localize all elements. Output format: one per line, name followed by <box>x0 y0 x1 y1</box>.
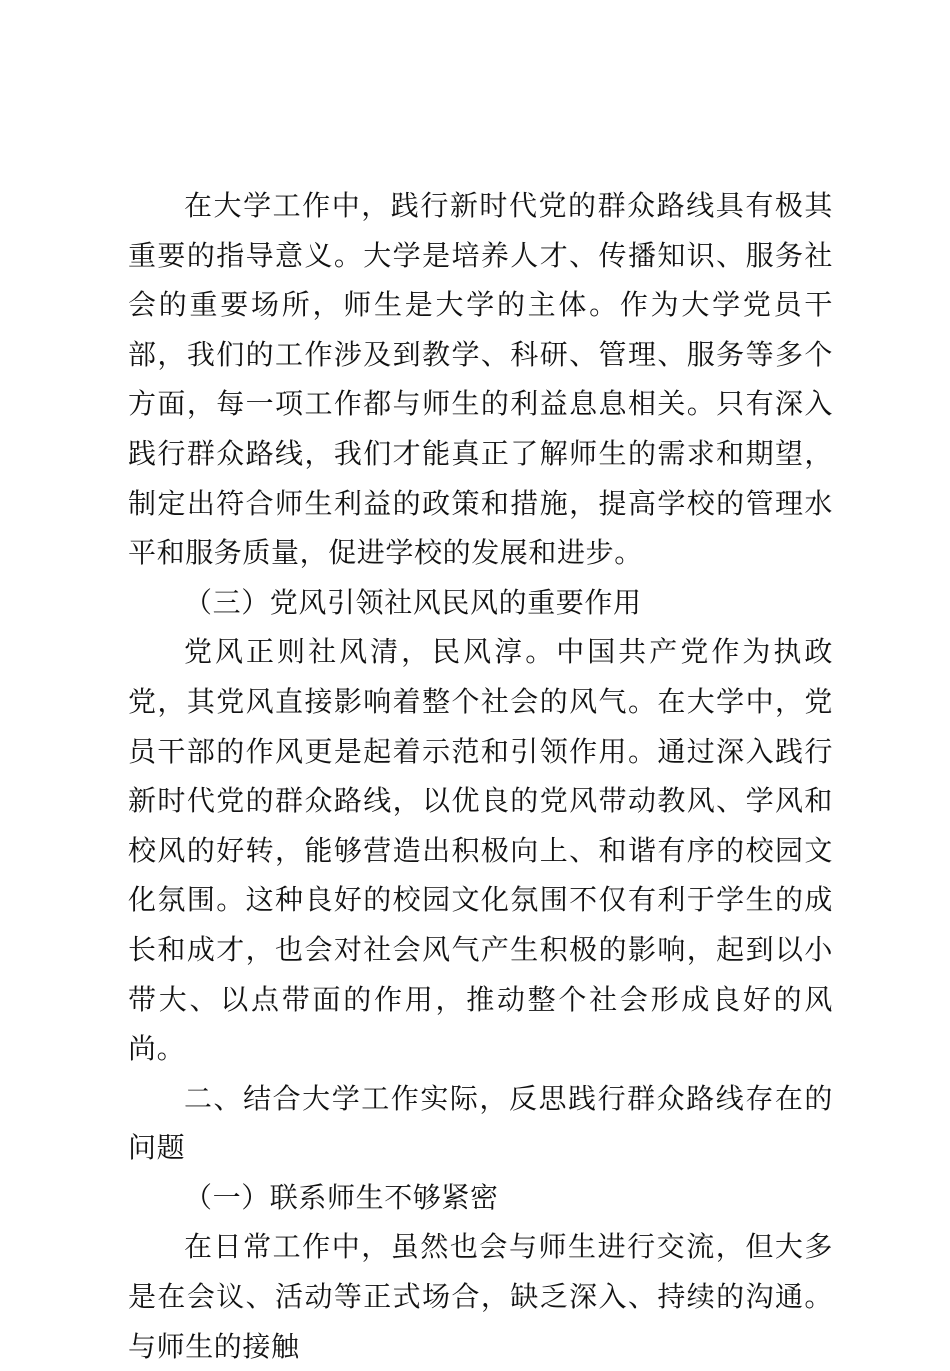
paragraph-significance: 在大学工作中，践行新时代党的群众路线具有极其重要的指导意义。大学是培养人才、传播知识、服务社会的重要场所，师生是大学的主体。作为大学党员干部，我们的工作涉及到教学、科研、管理、服务等多个方面，每一项工作都与师生的利益息息相关。只有深入践行群众路线，我们才能真正了解师生的需求和期望，制定出符合师生利益的政策和措施，提高学校的管理水平和服务质量，促进学校的发展和进步。 <box>128 189 833 570</box>
paragraph-contact: 在日常工作中，虽然也会与师生进行交流，但大多是在会议、活动等正式场合，缺乏深入、持续的沟通。与师生的接触 <box>128 1230 833 1363</box>
paragraph-party-style: 党风正则社风清，民风淳。中国共产党作为执政党，其党风直接影响着整个社会的风气。在大学中，党员干部的作风更是起着示范和引领作用。通过深入践行新时代党的群众路线，以优良的党风带动教风、学风和校风的好转，能够营造出积极向上、和谐有序的校园文化氛围。这种良好的校园文化氛围不仅有利于学生的成长和成才，也会对社会风气产生积极的影响，起到以小带大、以点带面的作用，推动整个社会形成良好的风尚。 <box>128 635 833 1066</box>
section-heading-contact: （一）联系师生不够紧密 <box>184 1180 499 1214</box>
document-body <box>128 181 833 1371</box>
section-heading-party-style: （三）党风引领社风民风的重要作用 <box>184 585 642 619</box>
chapter-heading-problems: 二、结合大学工作实际，反思践行群众路线存在的问题 <box>128 1081 833 1165</box>
